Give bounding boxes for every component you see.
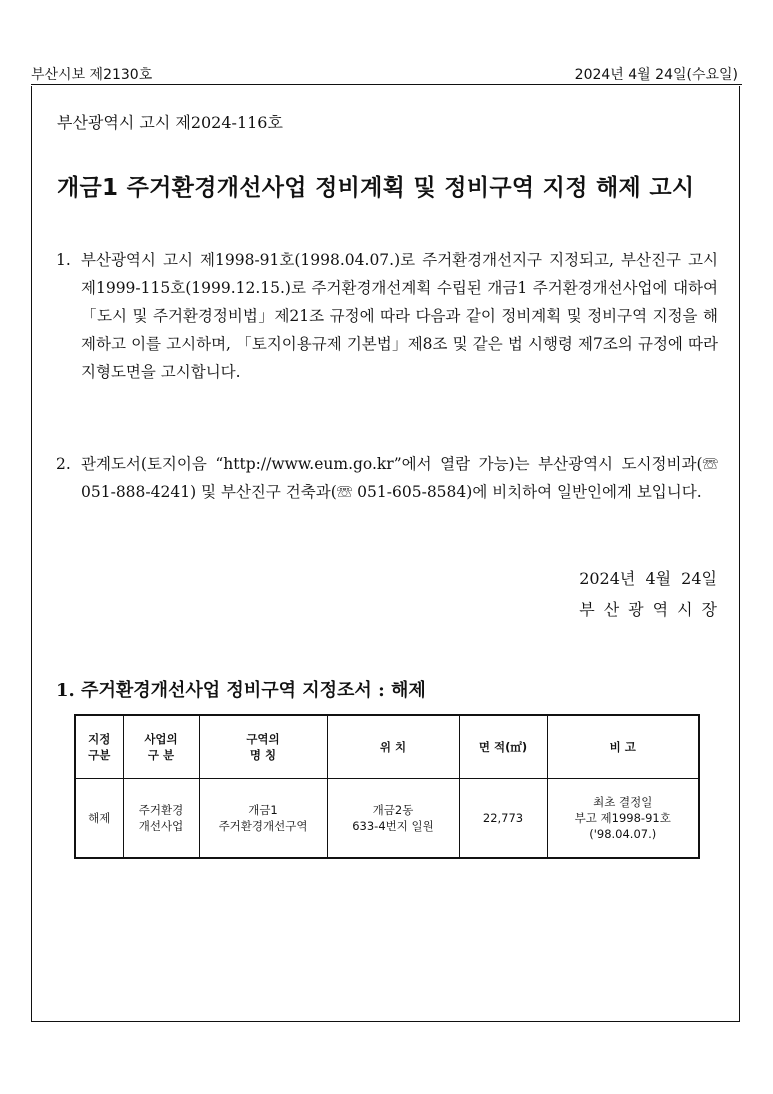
cell-location: [327, 779, 459, 859]
designation-table: [74, 714, 700, 859]
header-area: [459, 715, 547, 779]
cell-line: 지정: [88, 732, 111, 746]
cell-line: ('98.04.07.): [589, 827, 657, 841]
cell-line: 633-4번지 일원: [352, 819, 434, 833]
notice-date: 2024년 4월 24일: [579, 569, 717, 588]
table-row: [75, 779, 699, 859]
cell-line: 명 칭: [249, 748, 277, 762]
paragraph-number: 2.: [56, 455, 71, 473]
cell-line: 개금2동: [372, 803, 414, 817]
header-designation-type: [75, 715, 123, 779]
cell-line: 구분: [88, 748, 111, 762]
section-title: 1. 주거환경개선사업 정비구역 지정조서 : 해제: [56, 680, 426, 701]
cell-line: 주거환경개선구역: [218, 819, 308, 833]
notice-frame: [31, 86, 740, 1022]
cell-line: 22,773: [482, 811, 524, 825]
cell-line: 구 분: [147, 748, 175, 762]
cell-line: 사업의: [144, 732, 178, 746]
cell-line: 개금1: [248, 803, 278, 817]
cell-line: 면 적(㎡): [478, 740, 528, 754]
cell-line: 구역의: [246, 732, 280, 746]
cell-project-type: [123, 779, 199, 859]
paragraph-text: 관계도서(토지이음 “http://www.eum.go.kr”에서 열람 가능)는 부산광역시 도시정비과(☏ 051-888-4241) 및 부산진구 건축과(☏ 051-605-8584)에 비치하여 일반인에게 보입니다.: [81, 455, 718, 501]
notice-paragraph-2: [56, 450, 718, 506]
notice-number: 부산광역시 고시 제2024-116호: [57, 113, 283, 132]
cell-designation-type: [75, 779, 123, 859]
cell-line: 부고 제1998-91호: [574, 811, 671, 825]
table-header-row: [75, 715, 699, 779]
cell-line: 주거환경: [138, 803, 184, 817]
cell-line: 최초 결정일: [593, 795, 653, 809]
paragraph-text: 부산광역시 고시 제1998-91호(1998.04.07.)로 주거환경개선지구 지정되고, 부산진구 고시 제1999-115호(1999.12.15.)로 주거환경개선계획 수립된 개금1 주거환경개선사업에 대하여「도시 및 주거환경정비법」제21조 규정에 따라 다음과 같이 정비계획 및 정비구역 지정을 해제하고 이를 고시하며, 「토지이용규제 기본법」제8조 및 같은 법 시행령 제7조의 규정에 따라 지형도면을 고시합니다.: [81, 251, 718, 381]
header-project-type: [123, 715, 199, 779]
header-zone-name: [199, 715, 327, 779]
notice-title: 개금1 주거환경개선사업 정비계획 및 정비구역 지정 해제 고시: [57, 175, 695, 201]
header-location: [327, 715, 459, 779]
paragraph-number: 1.: [56, 251, 71, 269]
cell-line: 위 치: [379, 740, 407, 754]
publication-issue: 부산시보 제2130호: [31, 67, 153, 83]
publication-date: 2024년 4월 24일(수요일): [574, 67, 738, 83]
header-divider: [31, 84, 742, 85]
notice-signer: 부산광역시장: [579, 600, 726, 619]
cell-area: [459, 779, 547, 859]
cell-line: 비 고: [609, 740, 636, 754]
header-remarks: [547, 715, 699, 779]
cell-zone-name: [199, 779, 327, 859]
notice-paragraph-1: [56, 246, 718, 386]
cell-line: 해제: [88, 811, 111, 825]
cell-line: 개선사업: [138, 819, 184, 833]
cell-remarks: [547, 779, 699, 859]
